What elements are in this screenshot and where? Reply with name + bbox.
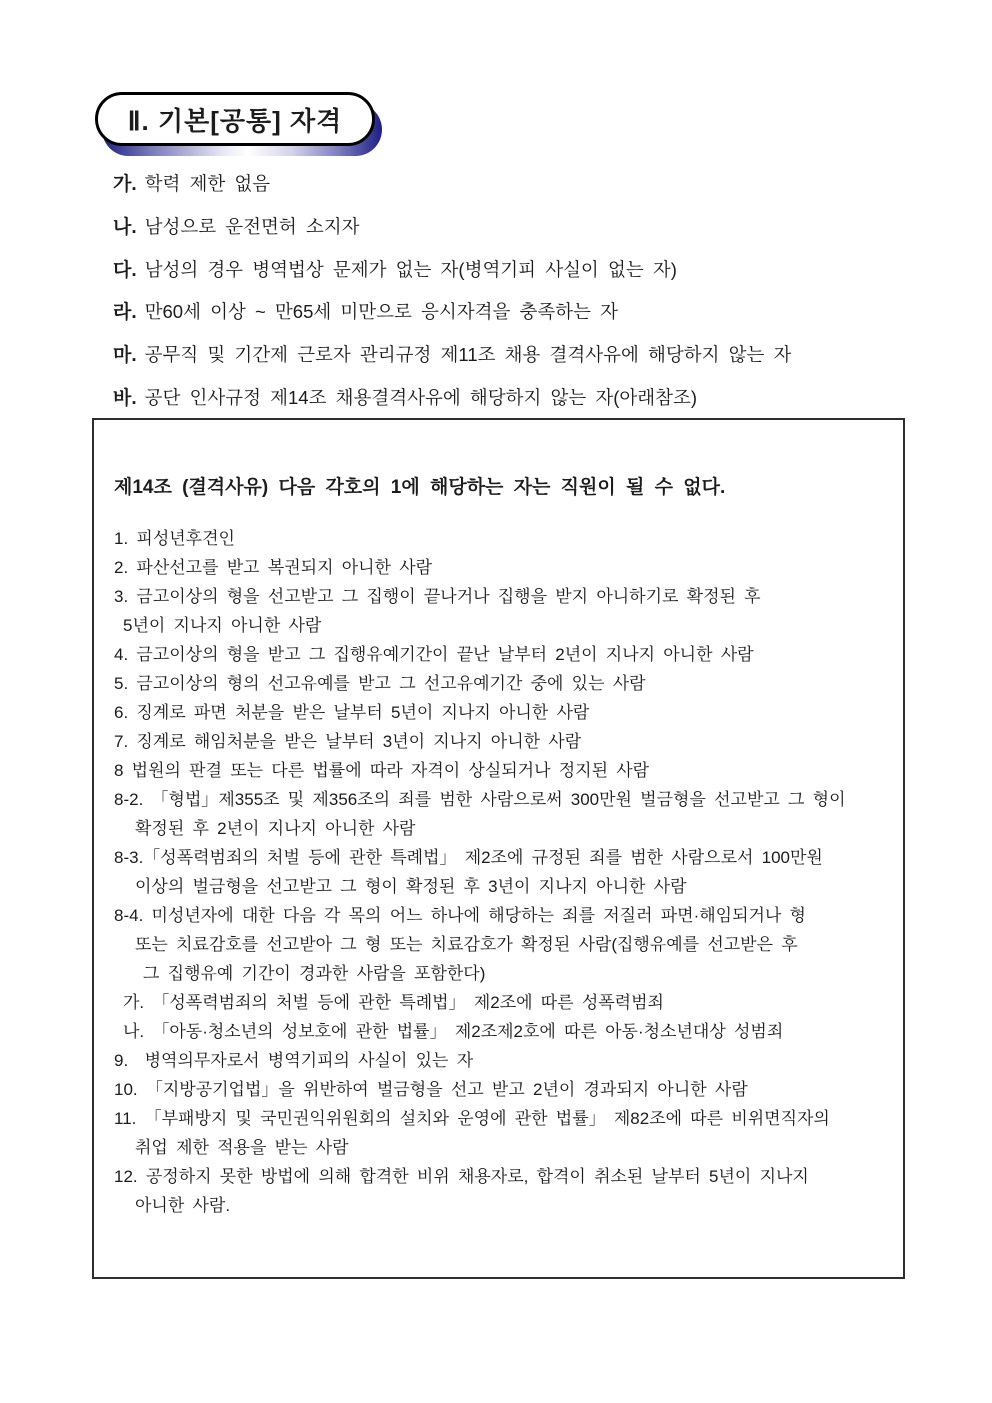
clause-line: 11. 「부패방지 및 국민권익위원회의 설치와 운영에 관한 법률」 제82조에 따른 비위면직자의 — [114, 1109, 830, 1128]
qualification-marker: 마. — [113, 345, 137, 367]
clause-line: 7. 징계로 해임처분을 받은 날부터 3년이 지나지 아니한 사람 — [114, 732, 582, 751]
clause-14-title: 제14조 (결격사유) 다음 각호의 1에 해당하는 자는 직원이 될 수 없다. — [114, 477, 726, 498]
qualification-marker: 가. — [113, 174, 137, 195]
clause-line: 9. 병역의무자로서 병역기피의 사실이 있는 자 — [114, 1051, 474, 1070]
qualification-item-가 — [113, 163, 973, 206]
qualification-text: 학력 제한 없음 — [144, 173, 271, 194]
qualification-text: 공무직 및 기간제 근로자 관리규정 제11조 채용 결격사유에 해당하지 않는 자 — [144, 344, 792, 366]
clause-line: 4. 금고이상의 형을 받고 그 집행유예기간이 끝난 날부터 2년이 지나지 아니한 사람 — [114, 645, 754, 664]
qualification-text: 공단 인사규정 제14조 채용결격사유에 해당하지 않는 자(아래참조) — [144, 386, 698, 408]
qualification-item-마 — [113, 334, 973, 377]
clause-line: 또는 치료감호를 선고받아 그 형 또는 치료감호가 확정된 사람(집행유예를 선고받은 후 — [135, 935, 798, 954]
qualification-text: 남성으로 운전면허 소지자 — [144, 215, 360, 237]
clause-line: 취업 제한 적용을 받는 사람 — [135, 1138, 349, 1157]
clause-line: 2. 파산선고를 받고 복권되지 아니한 사람 — [114, 558, 433, 577]
clause-14-lines — [114, 524, 885, 1220]
clause-line: 확정된 후 2년이 지나지 아니한 사람 — [135, 819, 416, 838]
clause-line: 가. 「성폭력범죄의 처벌 등에 관한 특례법」 제2조에 따른 성폭력범죄 — [123, 993, 664, 1012]
clause-line: 이상의 벌금형을 선고받고 그 형이 확정된 후 3년이 지나지 아니한 사람 — [135, 877, 687, 896]
qualification-item-라 — [113, 291, 973, 334]
section-title-banner — [95, 92, 385, 162]
clause-line: 1. 피성년후견인 — [114, 529, 235, 548]
clause-line: 3. 금고이상의 형을 선고받고 그 집행이 끝나거나 집행을 받지 아니하기로 확정된 후 — [114, 587, 761, 606]
qualification-marker: 나. — [113, 216, 137, 238]
qualification-marker: 다. — [113, 259, 137, 281]
clause-line: 그 집행유예 기간이 경과한 사람을 포함한다) — [143, 964, 486, 983]
clause-line: 8-4. 미성년자에 대한 다음 각 목의 어느 하나에 해당하는 죄를 저질러 파면·해임되거나 형 — [114, 906, 806, 925]
clause-line: 5년이 지나지 아니한 사람 — [123, 616, 322, 635]
qualification-marker: 바. — [113, 387, 137, 409]
qualification-text: 만60세 이상 ~ 만65세 미만으로 응시자격을 충족하는 자 — [144, 301, 619, 323]
qualification-item-바 — [113, 377, 973, 420]
clause-line: 아니한 사람. — [135, 1196, 231, 1215]
clause-line: 10. 「지방공기업법」을 위반하여 벌금형을 선고 받고 2년이 경과되지 아니한 사람 — [114, 1080, 748, 1099]
clause-line: 6. 징계로 파면 처분을 받은 날부터 5년이 지나지 아니한 사람 — [114, 703, 590, 722]
qualification-item-다 — [113, 249, 973, 292]
qualification-item-나 — [113, 206, 973, 249]
clause-line: 8 법원의 판결 또는 다른 법률에 따라 자격이 상실되거나 정지된 사람 — [114, 761, 650, 780]
section-title: Ⅱ. 기본[공통] 자격 — [95, 92, 375, 146]
clause-line: 8-2. 「형법」제355조 및 제356조의 죄를 범한 사람으로써 300만원 벌금형을 선고받고 그 형이 — [114, 790, 846, 809]
qualification-list — [113, 163, 973, 420]
clause-14-box — [92, 418, 905, 1279]
clause-line: 나. 「아동·청소년의 성보호에 관한 법률」 제2조제2호에 따른 아동·청소년대상 성범죄 — [123, 1022, 784, 1041]
clause-line: 12. 공정하지 못한 방법에 의해 합격한 비위 채용자로, 합격이 취소된 날부터 5년이 지나지 — [114, 1167, 809, 1186]
qualification-text: 남성의 경우 병역법상 문제가 없는 자(병역기피 사실이 없는 자) — [144, 258, 677, 280]
clause-line: 8-3.「성폭력범죄의 처벌 등에 관한 특례법」 제2조에 규정된 죄를 범한 사람으로서 100만원 — [114, 848, 823, 867]
clause-line: 5. 금고이상의 형의 선고유예를 받고 그 선고유예기간 중에 있는 사람 — [114, 674, 646, 693]
qualification-marker: 라. — [113, 302, 137, 324]
